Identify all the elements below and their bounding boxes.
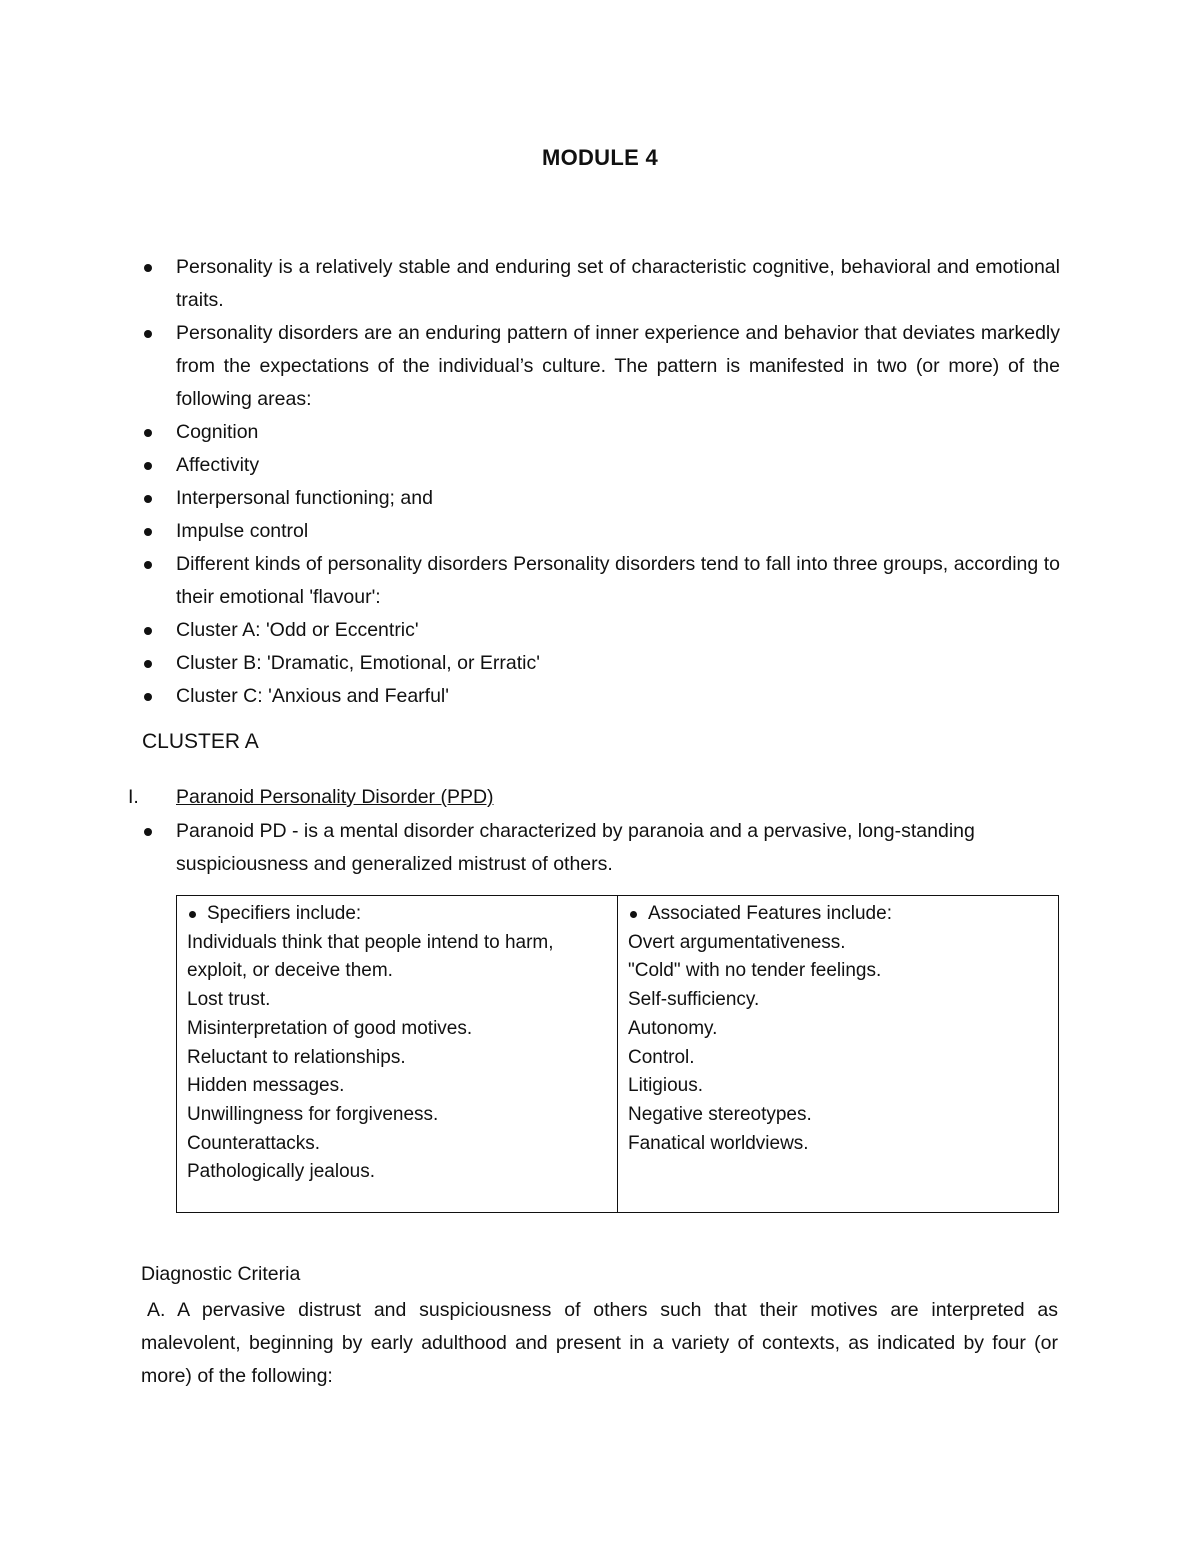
list-item-text: Interpersonal functioning; and xyxy=(176,487,433,509)
cell-heading xyxy=(187,900,607,929)
list-item-text: Cluster A: 'Odd or Eccentric' xyxy=(176,619,419,641)
cell-line: Reluctant to relationships. xyxy=(187,1046,406,1068)
list-item-text: Impulse control xyxy=(176,520,309,542)
table-row xyxy=(177,896,1059,1213)
cell-line: Overt argumentativeness. xyxy=(628,931,846,953)
cluster-heading: CLUSTER A xyxy=(142,730,259,753)
cell-heading-text: Specifiers include: xyxy=(207,903,362,924)
intro-bullet-list xyxy=(140,251,1060,713)
list-item-text: Cluster B: 'Dramatic, Emotional, or Erratic' xyxy=(176,652,540,674)
associated-features-cell xyxy=(618,896,1059,1213)
list-item xyxy=(140,251,1060,317)
cell-line: Fanatical worldviews. xyxy=(628,1132,809,1154)
section-numeral: I. xyxy=(128,786,139,808)
list-item-text: Personality is a relatively stable and enduring set of characteristic cognitive, behavioral and emotional traits. xyxy=(176,256,1060,311)
bullet-icon xyxy=(144,627,152,635)
list-item-text: Cluster C: 'Anxious and Fearful' xyxy=(176,685,449,707)
cell-line: Negative stereotypes. xyxy=(628,1103,812,1125)
bullet-icon xyxy=(144,429,152,437)
cell-line: Litigious. xyxy=(628,1075,703,1097)
list-item xyxy=(140,416,1060,449)
list-item xyxy=(140,317,1060,416)
diagnostic-paragraph: A. A pervasive distrust and suspiciousness of others such that their motives are interpreted as malevolent, beginning by early adulthood and present in a variety of contexts, as indicated by four (or more) of the following: xyxy=(141,1299,1058,1387)
list-item-text: Different kinds of personality disorders Personality disorders tend to fall into three groups, according to their emotional 'flavour': xyxy=(176,553,1060,608)
bullet-icon xyxy=(144,495,152,503)
section-title: Paranoid Personality Disorder (PPD) xyxy=(176,786,494,808)
bullet-icon xyxy=(144,264,152,272)
list-item-text: Affectivity xyxy=(176,454,260,476)
cell-line: "Cold" with no tender feelings. xyxy=(628,960,882,982)
cell-line: Control. xyxy=(628,1046,695,1068)
list-item xyxy=(140,548,1060,614)
bullet-icon xyxy=(144,561,152,569)
features-table xyxy=(176,895,1059,1213)
list-item xyxy=(140,482,1060,515)
cell-line: Counterattacks. xyxy=(187,1132,321,1154)
bullet-icon xyxy=(630,911,637,918)
list-item-text: Cognition xyxy=(176,421,259,443)
list-item xyxy=(140,647,1060,680)
bullet-icon xyxy=(189,911,196,918)
cell-line: Unwillingness for forgiveness. xyxy=(187,1103,439,1125)
list-item xyxy=(140,680,1060,713)
bullet-icon xyxy=(144,660,152,668)
cell-line: Individuals think that people intend to harm, exploit, or deceive them. xyxy=(187,931,554,982)
cell-line: Autonomy. xyxy=(628,1017,718,1039)
bullet-icon xyxy=(144,330,152,338)
page-title: MODULE 4 xyxy=(541,145,659,170)
list-item xyxy=(140,614,1060,647)
cell-line: Self-sufficiency. xyxy=(628,989,760,1011)
bullet-icon xyxy=(144,462,152,470)
bullet-icon xyxy=(144,828,152,836)
cell-line: Pathologically jealous. xyxy=(187,1161,376,1183)
bullet-icon xyxy=(144,693,152,701)
cell-line: Misinterpretation of good motives. xyxy=(187,1017,473,1039)
list-item-text: Paranoid PD - is a mental disorder characterized by paranoia and a pervasive, long-standing suspiciousness and generalized mistrust of others. xyxy=(176,820,975,875)
list-item xyxy=(140,449,1060,482)
section-bullet-list xyxy=(140,815,1060,881)
cell-heading xyxy=(628,900,1048,929)
cell-line: Hidden messages. xyxy=(187,1075,345,1097)
specifiers-cell xyxy=(177,896,618,1213)
list-item-text: Personality disorders are an enduring pattern of inner experience and behavior that deviates markedly from the expectations of the individual’s culture. The pattern is manifested in two (or more) of the following areas: xyxy=(176,322,1060,410)
list-item xyxy=(140,815,1060,881)
cell-line: Lost trust. xyxy=(187,989,271,1011)
cell-heading-text: Associated Features include: xyxy=(648,903,892,924)
list-item xyxy=(140,515,1060,548)
diagnostic-heading: Diagnostic Criteria xyxy=(141,1263,301,1285)
bullet-icon xyxy=(144,528,152,536)
section-heading xyxy=(128,782,1058,812)
